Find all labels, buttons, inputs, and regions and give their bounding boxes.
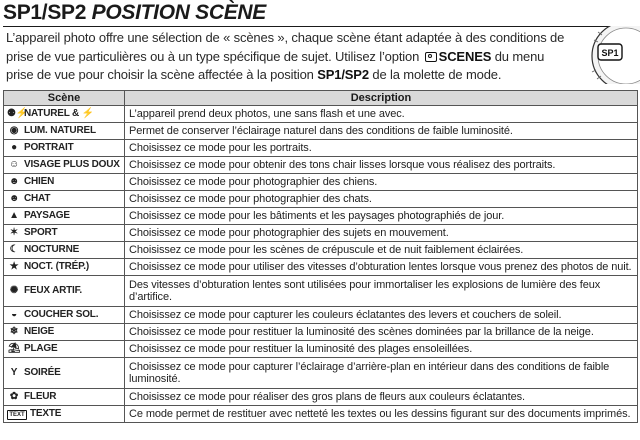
natural-light-icon: ◉ (9, 124, 19, 136)
scene-description: Choisissez ce mode pour les bâtiments et les paysages photographiés de jour. (125, 208, 638, 225)
table-row (4, 225, 638, 242)
table-row (4, 276, 638, 307)
intro-text-2: du menu prise de vue pour choisir la scène affectée à la position (6, 48, 545, 82)
intro-text-1: L’appareil photo offre une sélection de « scènes », chaque scène étant adaptée à des conditions de prise de vue particulières ou à un type spécifique de sujet. Utilisez l’option (6, 30, 565, 64)
table-row (4, 259, 638, 276)
header-description: Description (125, 91, 638, 106)
scene-name: FEUX ARTIF. (24, 284, 82, 296)
scene-description: Choisissez ce mode pour les portraits. (125, 140, 638, 157)
dog-icon: ☻ (8, 175, 20, 187)
text-icon: TEXT (7, 410, 27, 420)
scene-name: PLAGE (24, 342, 58, 354)
night-icon: ☾ (9, 243, 19, 255)
scene-name: CHAT (24, 192, 51, 204)
scene-name: SOIRÉE (24, 366, 61, 378)
scene-name: NATUREL & ⚡ (24, 107, 94, 119)
table-row (4, 106, 638, 123)
scene-name: NOCTURNE (24, 243, 80, 255)
scene-name: SPORT (24, 226, 58, 238)
scene-name: TEXTE (30, 407, 62, 419)
snow-icon: ❄ (9, 325, 19, 337)
intro-option: SCENES (438, 48, 492, 64)
intro-text-3: de la molette de mode. (368, 67, 502, 82)
scene-description: Choisissez ce mode pour photographier des chiens. (125, 174, 638, 191)
scene-description: Des vitesses d’obturation lentes sont utilisées pour immortaliser les explosions de lumière des feux d’artifice. (125, 276, 638, 307)
portrait-icon: ● (11, 141, 17, 153)
scene-description: Choisissez ce mode pour capturer les couleurs éclatantes des levers et couchers de soleil. (125, 307, 638, 324)
landscape-icon: ▲ (9, 209, 19, 221)
table-row (4, 324, 638, 341)
mode-dial-illustration (578, 26, 640, 84)
night-tripod-icon: ★ (9, 260, 19, 272)
flash-scene-icon: ⚉⚡ (7, 107, 29, 119)
scene-name: NEIGE (24, 325, 55, 337)
table-row (4, 406, 638, 423)
scene-description: Choisissez ce mode pour photographier des sujets en mouvement. (125, 225, 638, 242)
table-row (4, 174, 638, 191)
scene-description: Choisissez ce mode pour restituer la luminosité des scènes dominées par la brillance de la neige. (125, 324, 638, 341)
scene-name: CHIEN (24, 175, 55, 187)
scene-description: Choisissez ce mode pour restituer la luminosité des plages ensoleillées. (125, 341, 638, 358)
cat-icon: ☻ (8, 192, 20, 204)
table-row (4, 242, 638, 259)
mode-dial-icon (578, 26, 640, 84)
table-row (4, 123, 638, 140)
party-icon: Y (10, 366, 18, 378)
scene-description: Choisissez ce mode pour capturer l’éclairage d’arrière-plan en intérieur dans des conditions de faible luminosité. (125, 358, 638, 389)
page-title (3, 0, 637, 27)
table-row (4, 341, 638, 358)
table-row (4, 307, 638, 324)
table-row (4, 140, 638, 157)
table-row (4, 389, 638, 406)
table-row (4, 191, 638, 208)
fireworks-icon: ✺ (9, 284, 19, 296)
camera-icon (425, 52, 437, 62)
scene-name: LUM. NATUREL (24, 124, 96, 136)
scene-description: L’appareil prend deux photos, une sans flash et une avec. (125, 106, 638, 123)
soft-skin-icon: ☺ (8, 158, 19, 170)
table-header-row (4, 91, 638, 106)
title-regular: SP1/SP2 (3, 1, 92, 24)
scene-description: Choisissez ce mode pour utiliser des vitesses d’obturation lentes lorsque vous prenez des photos de nuit. (125, 259, 638, 276)
beach-icon: ⛱ (7, 342, 21, 354)
header-scene: Scène (4, 91, 125, 106)
title-italic: POSITION SCÈNE (91, 1, 266, 24)
scene-name: NOCT. (TRÉP.) (24, 260, 89, 272)
scene-description: Choisissez ce mode pour réaliser des gros plans de fleurs aux couleurs éclatantes. (125, 389, 638, 406)
scene-name: VISAGE PLUS DOUX (24, 158, 120, 170)
dial-label: SP1 (601, 48, 619, 58)
title-text (3, 1, 266, 24)
intro-paragraph (6, 29, 574, 85)
scene-description: Permet de conserver l’éclairage naturel dans des conditions de faible luminosité. (125, 123, 638, 140)
scene-name: FLEUR (24, 390, 57, 402)
scene-description: Choisissez ce mode pour photographier des chats. (125, 191, 638, 208)
flower-icon: ✿ (9, 390, 19, 402)
scene-description: Ce mode permet de restituer avec netteté les textes ou les dessins figurant sur des documents imprimés. (125, 406, 638, 423)
table-row (4, 358, 638, 389)
scene-table (3, 90, 638, 423)
intro-position: SP1/SP2 (317, 67, 369, 82)
scene-name: COUCHER SOL. (24, 308, 99, 320)
sport-icon: ✶ (9, 226, 19, 238)
table-row (4, 208, 638, 225)
scene-name: PAYSAGE (24, 209, 70, 221)
scene-description: Choisissez ce mode pour les scènes de crépuscule et de nuit faiblement éclairées. (125, 242, 638, 259)
sunset-icon: ◒ (11, 308, 17, 320)
scene-description: Choisissez ce mode pour obtenir des tons chair lisses lorsque vous réalisez des portraits. (125, 157, 638, 174)
table-row (4, 157, 638, 174)
scene-name: PORTRAIT (24, 141, 74, 153)
